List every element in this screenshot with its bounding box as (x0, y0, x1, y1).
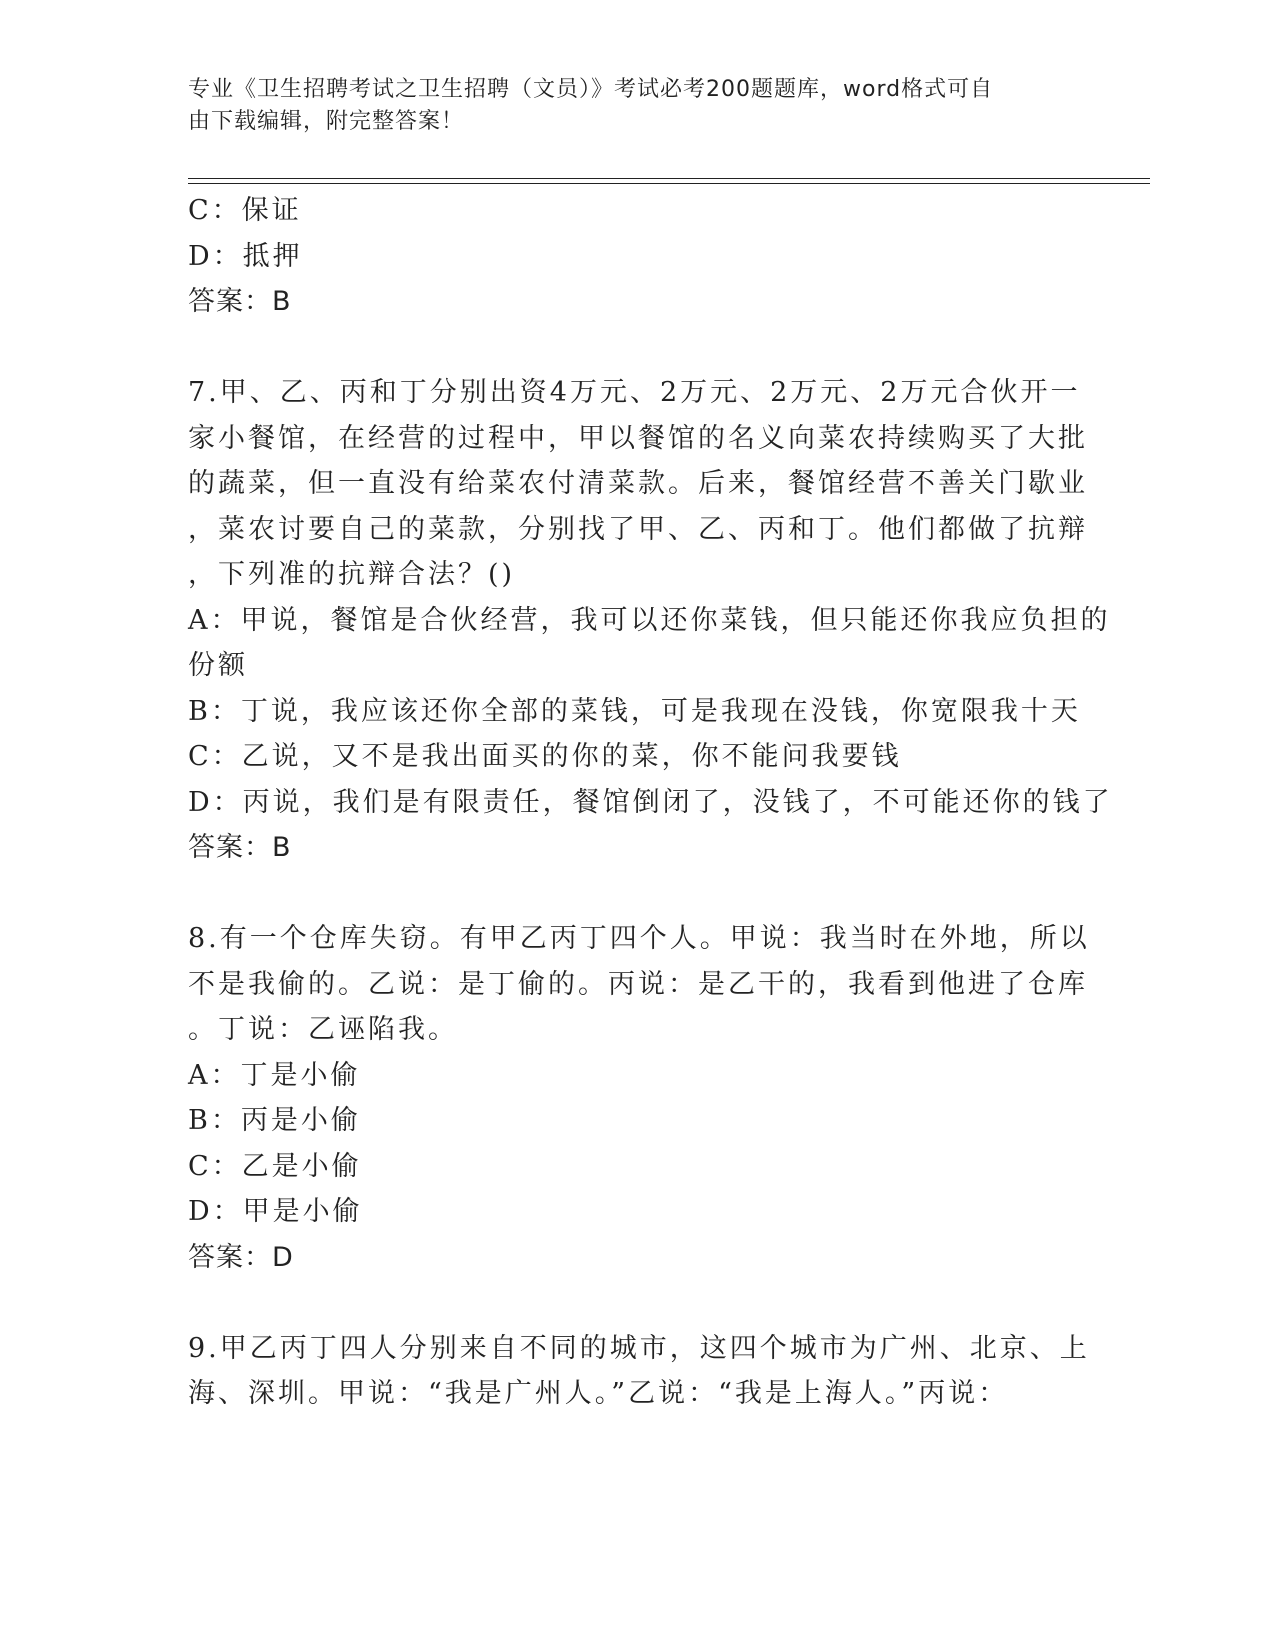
q8-option-b: B：丙是小偷 (188, 1105, 361, 1136)
question-8 (188, 916, 1088, 1280)
header-line-2: 由下载编辑，附完整答案！ (188, 109, 465, 134)
q7-stem-line: ，菜农讨要自己的菜款，分别找了甲、乙、丙和丁。他们都做了抗辩 (188, 513, 1088, 545)
q7-stem-line: 的蔬菜，但一直没有给菜农付清菜款。后来，餐馆经营不善关门歇业 (188, 468, 1088, 499)
q8-answer: 答案：D (188, 1241, 294, 1273)
q8-option-c: C：乙是小偷 (188, 1150, 362, 1182)
q6-option-c: C：保证 (188, 195, 302, 226)
q9-stem-line: 海、深圳。甲说：“我是广州人。”乙说：“我是上海人。”丙说： (188, 1378, 1009, 1409)
question-7 (188, 370, 1113, 871)
header-line-1: 专业《卫生招聘考试之卫生招聘（文员）》考试必考200题题库，word格式可自 (188, 77, 994, 102)
q8-option-a: A：丁是小偷 (188, 1059, 361, 1091)
q8-stem-line: 不是我偷的。乙说：是丁偷的。丙说：是乙干的，我看到他进了仓库 (188, 968, 1088, 1000)
spacer (188, 325, 1088, 371)
spacer (188, 871, 1088, 917)
document-header (188, 74, 1088, 138)
q7-stem-line: ，下列准的抗辩合法？() (188, 559, 516, 590)
header-divider-bottom (188, 183, 1150, 184)
q7-stem-line: 家小餐馆，在经营的过程中，甲以餐馆的名义向菜农持续购买了大批 (188, 422, 1088, 454)
q6-option-d: D：抵押 (188, 240, 303, 272)
q7-option-c: C：乙说，又不是我出面买的你的菜，你不能问我要钱 (188, 741, 902, 772)
header-divider-top (188, 178, 1150, 179)
q6-answer: 答案：B (188, 286, 292, 317)
spacer (188, 1280, 1088, 1326)
q9-stem-line: 9.甲乙丙丁四人分别来自不同的城市，这四个城市为广州、北京、上 (188, 1332, 1090, 1364)
q7-option-a-cont: 份额 (188, 650, 248, 681)
q7-stem-line: 7.甲、乙、丙和丁分别出资4万元、2万元、2万元、2万元合伙开一 (188, 377, 1081, 408)
q7-answer: 答案：B (188, 832, 292, 863)
q7-option-b: B：丁说，我应该还你全部的菜钱，可是我现在没钱，你宽限我十天 (188, 695, 1081, 727)
q8-option-d: D：甲是小偷 (188, 1196, 363, 1227)
q7-option-a: A：甲说，餐馆是合伙经营，我可以还你菜钱，但只能还你我应负担的 (188, 604, 1111, 636)
question-content (188, 188, 1113, 1417)
question-9 (188, 1326, 1088, 1417)
q8-stem-line: 。丁说：乙诬陷我。 (188, 1014, 458, 1045)
q7-option-d: D：丙说，我们是有限责任，餐馆倒闭了，没钱了，不可能还你的钱了 (188, 786, 1113, 818)
q8-stem-line: 8.有一个仓库失窃。有甲乙丙丁四个人。甲说：我当时在外地，所以 (188, 923, 1090, 954)
question-6-tail (188, 188, 1088, 325)
